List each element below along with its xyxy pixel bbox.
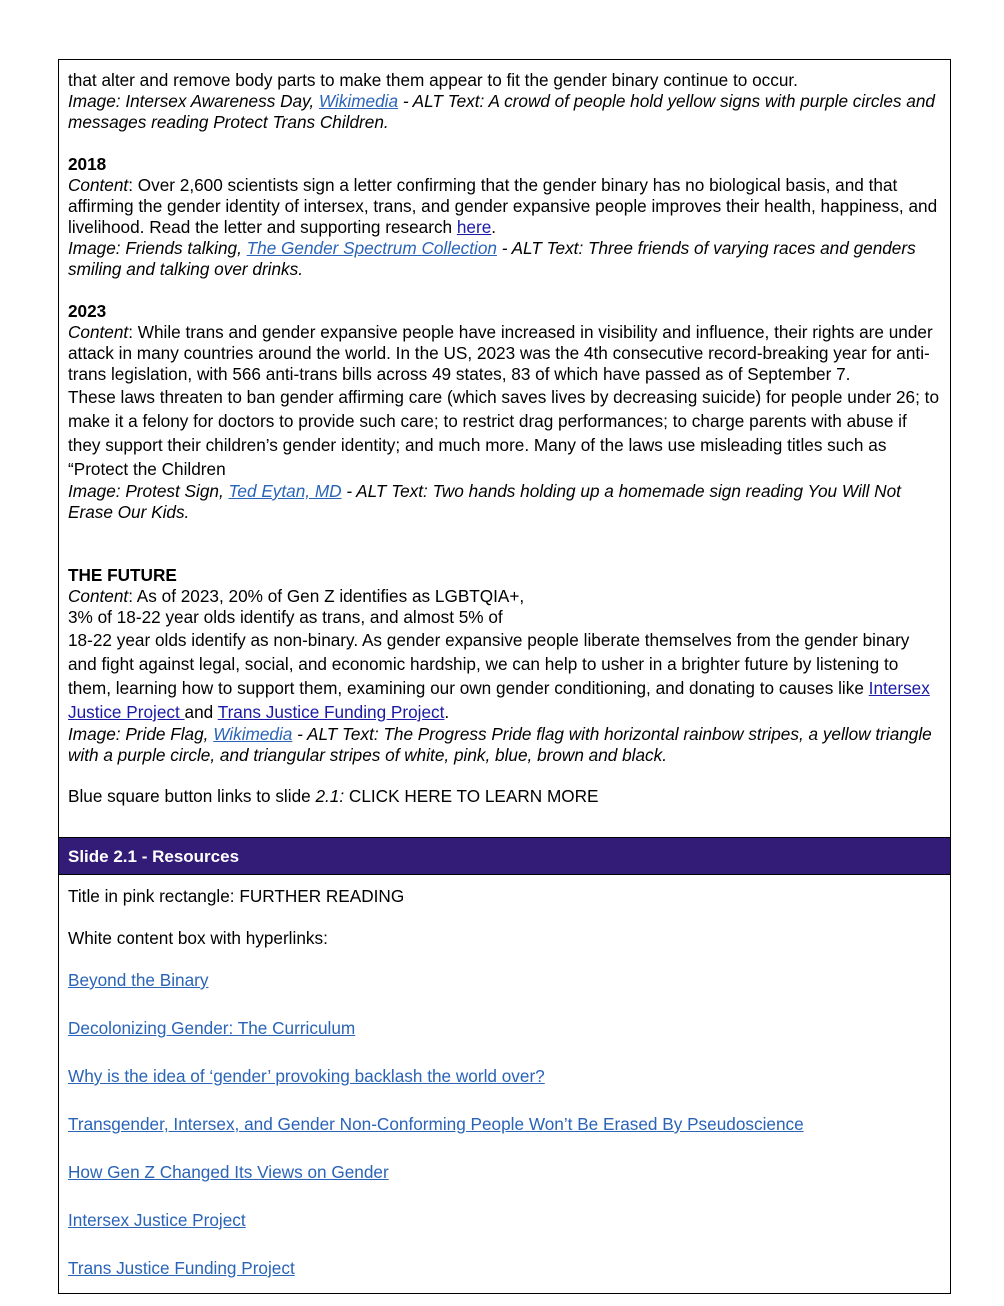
resource-link[interactable]: How Gen Z Changed Its Views on Gender: [68, 1162, 389, 1182]
year-2018-heading: 2018: [68, 154, 107, 174]
intersex-justice-link[interactable]: Intersex Justice Project: [68, 678, 930, 722]
resource-link[interactable]: Transgender, Intersex, and Gender Non-Conforming People Won’t Be Erased By Pseudoscience: [68, 1114, 804, 1134]
list-item: [68, 1210, 941, 1231]
gender-spectrum-link[interactable]: The Gender Spectrum Collection: [246, 238, 497, 258]
resource-link[interactable]: Trans Justice Funding Project: [68, 1258, 295, 1278]
year-2023-laws-text: These laws threaten to ban gender affirming care (which saves lives by decreasing suicide) for people under 26; to make it a felony for doctors to provide such care; to restrict drag performances; to charge parents with abuse if they support their children’s gender identity; and much more. Many of the laws use misleading titles such as “Protect the Children: [68, 387, 939, 479]
future-heading: THE FUTURE: [68, 565, 177, 585]
resources-section: [68, 886, 941, 1306]
document-table: [58, 59, 951, 1294]
intro-image-caption: Image: Intersex Awareness Day, Wikimedia - ALT Text: A crowd of people hold yellow signs with purple circles and messages reading Protect Trans Children.: [68, 91, 935, 132]
list-item: [68, 970, 941, 991]
resource-link[interactable]: Decolonizing Gender: The Curriculum: [68, 1018, 356, 1038]
resource-link[interactable]: Beyond the Binary: [68, 970, 209, 990]
year-2023-heading: 2023: [68, 301, 107, 321]
list-item: [68, 1114, 941, 1135]
resource-link[interactable]: Intersex Justice Project: [68, 1210, 246, 1230]
future-image-caption: Image: Pride Flag, Wikimedia - ALT Text: The Progress Pride flag with horizontal rainbow stripes, a yellow triangle with a purple circle, and triangular stripes of white, pink, blue, brown and black.: [68, 724, 932, 765]
year-2023-content: Content: While trans and gender expansive people have increased in visibility and influence, their rights are under attack in many countries around the world. In the US, 2023 was the 4th consecutive record-breaking year for anti-trans legislation, with 566 anti-trans bills across 49 states, 83 of which have passed as of September 7.: [68, 322, 933, 384]
trans-justice-funding-link[interactable]: Trans Justice Funding Project: [217, 702, 445, 722]
intro-text: [68, 70, 941, 133]
list-item: [68, 1066, 941, 1087]
slide-header: Slide 2.1 - Resources: [59, 837, 950, 875]
year-2018-content: Content: Over 2,600 scientists sign a letter confirming that the gender binary has no biological basis, and that affirming the gender identity of intersex, trans, and gender expansive people improves their health, happiness, and livelihood. Read the letter and supporting research here.: [68, 175, 938, 237]
title-description: Title in pink rectangle: FURTHER READING: [68, 886, 405, 906]
list-item: [68, 1162, 941, 1183]
resource-link-list: [68, 970, 941, 1279]
resource-link[interactable]: Why is the idea of ‘gender’ provoking backlash the world over?: [68, 1066, 545, 1086]
button-description: Blue square button links to slide 2.1: CLICK HERE TO LEARN MORE: [68, 786, 599, 806]
ted-eytan-link[interactable]: Ted Eytan, MD: [228, 481, 342, 501]
future-content-rest: 18-22 year olds identify as non-binary. As gender expansive people liberate themselves from the gender binary and fight against legal, social, and economic hardship, we can help to usher in a brighter future by listening to them, learning how to support them, examining our own gender conditioning, and donating to causes like Intersex Justice Project and Trans Justice Funding Project.: [68, 630, 930, 722]
list-item: [68, 1258, 941, 1279]
list-item: [68, 1018, 941, 1039]
intro-line: that alter and remove body parts to make them appear to fit the gender binary continue to occur.: [68, 70, 798, 90]
pride-wikimedia-link[interactable]: Wikimedia: [213, 724, 293, 744]
slide-content-section: [59, 60, 950, 807]
year-2018-image-caption: Image: Friends talking, The Gender Spectrum Collection - ALT Text: Three friends of varying races and genders smiling and talking over drinks.: [68, 238, 916, 279]
year-2023-image-caption: Image: Protest Sign, Ted Eytan, MD - ALT Text: Two hands holding up a homemade sign reading You Will Not Erase Our Kids.: [68, 481, 901, 522]
content-box-description: White content box with hyperlinks:: [68, 928, 328, 948]
intro-wikimedia-link[interactable]: Wikimedia: [318, 91, 399, 111]
here-link[interactable]: here: [456, 217, 492, 237]
future-content-line1: Content: As of 2023, 20% of Gen Z identifies as LGBTQIA+,: [68, 586, 525, 606]
future-content-line2: 3% of 18-22 year olds identify as trans, and almost 5% of: [68, 607, 503, 627]
